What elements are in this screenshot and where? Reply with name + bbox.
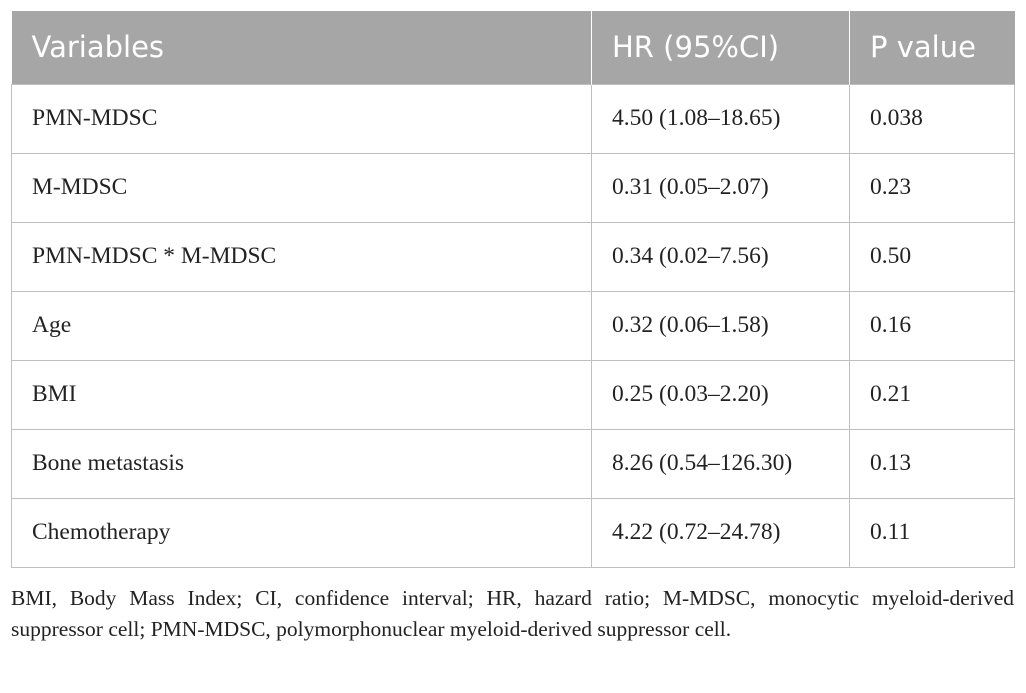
table-row [12, 429, 1015, 498]
header-hr-ci: HR (95%CI) [592, 11, 850, 84]
cell-p-value: 0.16 [850, 291, 1015, 360]
cell-variable: PMN-MDSC [12, 84, 592, 153]
header-p-value: P value [850, 11, 1015, 84]
cell-p-value: 0.13 [850, 429, 1015, 498]
cell-hr-ci: 0.25 (0.03–2.20) [592, 360, 850, 429]
table-row [12, 360, 1015, 429]
table-header [12, 11, 1015, 84]
cell-p-value: 0.038 [850, 84, 1015, 153]
table-body [12, 84, 1015, 567]
table-row [12, 498, 1015, 567]
cell-p-value: 0.23 [850, 153, 1015, 222]
table-row [12, 222, 1015, 291]
cell-hr-ci: 0.34 (0.02–7.56) [592, 222, 850, 291]
table-row [12, 84, 1015, 153]
hazard-ratio-table [11, 11, 1015, 568]
header-variables: Variables [12, 11, 592, 84]
cell-variable: Bone metastasis [12, 429, 592, 498]
table-row [12, 153, 1015, 222]
cell-hr-ci: 4.50 (1.08–18.65) [592, 84, 850, 153]
header-row [12, 11, 1015, 84]
cell-hr-ci: 8.26 (0.54–126.30) [592, 429, 850, 498]
cell-p-value: 0.21 [850, 360, 1015, 429]
cell-variable: BMI [12, 360, 592, 429]
table-row [12, 291, 1015, 360]
hazard-ratio-table-container [11, 11, 1014, 568]
table-footnote: BMI, Body Mass Index; CI, confidence interval; HR, hazard ratio; M-MDSC, monocytic myeloid-derived suppressor cell; PMN-MDSC, polymorphonuclear myeloid-derived suppressor cell. [11, 586, 1014, 641]
cell-hr-ci: 4.22 (0.72–24.78) [592, 498, 850, 567]
cell-variable: Chemotherapy [12, 498, 592, 567]
cell-variable: PMN-MDSC * M-MDSC [12, 222, 592, 291]
cell-hr-ci: 0.31 (0.05–2.07) [592, 153, 850, 222]
cell-p-value: 0.50 [850, 222, 1015, 291]
cell-variable: M-MDSC [12, 153, 592, 222]
cell-p-value: 0.11 [850, 498, 1015, 567]
cell-variable: Age [12, 291, 592, 360]
cell-hr-ci: 0.32 (0.06–1.58) [592, 291, 850, 360]
